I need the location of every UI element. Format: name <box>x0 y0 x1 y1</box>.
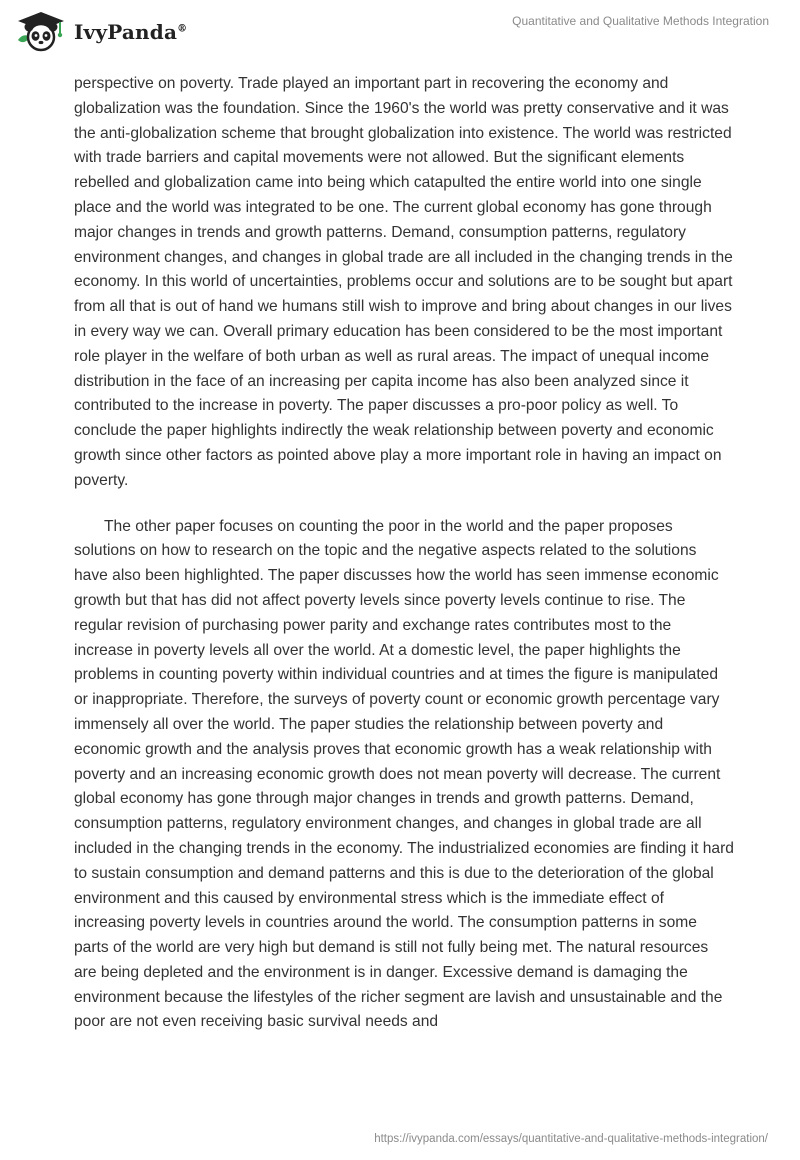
panda-graduate-icon <box>14 10 68 54</box>
document-title: Quantitative and Qualitative Methods Integration <box>512 14 769 28</box>
paragraph: The other paper focuses on counting the poor in the world and the paper proposes solutions on how to research on the topic and the negative aspects related to the solutions have also been highlighted. The paper discusses how the world has seen immense economic growth but that has did not affect poverty levels since poverty levels continue to rise. The regular revision of purchasing power parity and exchange rates contributes most to the increase in poverty levels all over the world. At a domestic level, the paper highlights the problems in counting poverty within individual countries and at times the figure is manipulated or inappropriate. Therefore, the surveys of poverty count or economic growth percentage vary immensely all over the world. The paper studies the relationship between poverty and economic growth and the analysis proves that economic growth has a weak relationship with poverty and an increasing economic growth does not mean poverty will decrease. The current global economy has gone through major changes in trends and growth patterns. Demand, consumption patterns, regulatory environment changes, and changes in global trade are all included in the changing trends in the economy. The industrialized economies are finding it hard to sustain consumption and demand patterns and this is due to the deterioration of the global environment and this caused by environmental stress which is the immediate effect of increasing poverty levels in countries around the world. The consumption patterns in some parts of the world are very high but demand is still not fully being met. The natural resources are being depleted and the environment is in danger. Excessive demand is damaging the environment because the lifestyles of the richer segment are lavish and unsustainable and the poor are not even receiving basic survival needs and <box>74 517 734 1031</box>
source-url[interactable]: https://ivypanda.com/essays/quantitative-and-qualitative-methods-integration/ <box>374 1133 768 1145</box>
page-header <box>0 0 800 70</box>
registered-mark: ® <box>177 23 188 35</box>
essay-body <box>74 72 734 1035</box>
paragraph: perspective on poverty. Trade played an important part in recovering the economy and globalization was the foundation. Since the 1960's the world was pretty conservative and it was the anti-globalization scheme that brought globalization into existence. The world was restricted with trade barriers and capital movements were not allowed. But the significant elements rebelled and globalization came into being which catapulted the entire world into one single place and the world was integrated to be one. The current global economy has gone through major changes in trends and growth patterns. Demand, consumption patterns, regulatory environment changes, and changes in global trade are all included in the changing trends in the economy. In this world of uncertainties, problems occur and solutions are to be sought but apart from all that is out of hand we humans still wish to improve and bring about changes in our lives in every way we can. Overall primary education has been considered to be the most important role player in the welfare of both urban as well as rural areas. The impact of unequal income distribution in the face of an increasing per capita income has also been analyzed since it contributed to the increase in poverty. The paper discusses a pro-poor policy as well. To conclude the paper highlights indirectly the weak relationship between poverty and economic growth since other factors as pointed above play a more important role in having an impact on poverty. <box>74 75 733 489</box>
site-logo[interactable] <box>14 10 187 54</box>
brand-name: IvyPanda® <box>74 20 188 44</box>
